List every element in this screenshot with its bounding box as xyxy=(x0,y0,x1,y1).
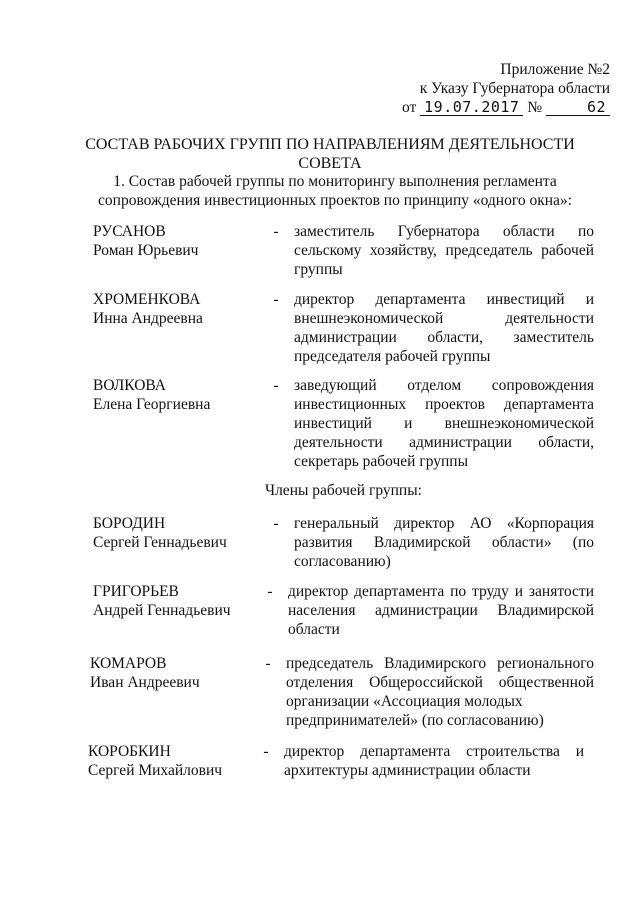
member-surname: РУСАНОВ xyxy=(93,223,166,240)
role-line: заведующий отделом сопровождения xyxy=(294,377,594,394)
role-line: сельскому хозяйству, председатель рабочей xyxy=(294,242,594,259)
role-line: архитектуры администрации области xyxy=(284,762,531,779)
role-line: председатель Владимирского регионального xyxy=(286,655,594,672)
role-line: секретарь рабочей группы xyxy=(294,453,469,470)
dash-separator: - xyxy=(273,223,279,240)
role-line: директор департамента строительства и xyxy=(284,743,584,760)
member-role xyxy=(294,376,594,471)
role-line: генеральный директор АО «Корпорация xyxy=(294,515,594,532)
document-title: СОСТАВ РАБОЧИХ ГРУПП ПО НАПРАВЛЕНИЯМ ДЕЯТЕЛЬНОСТИ СОВЕТА xyxy=(85,136,575,172)
appendix-date: 19.07.2017 xyxy=(420,100,523,116)
role-line: области xyxy=(288,621,340,638)
member-given-name: Елена Георгиевна xyxy=(93,396,211,413)
member-name xyxy=(88,742,263,780)
appendix-decree: к Указу Губернатора области xyxy=(419,80,610,97)
member-surname: ГРИГОРЬЕВ xyxy=(93,583,179,600)
member-surname: КОМАРОВ xyxy=(90,655,167,672)
role-line: населения администрации Владимирской xyxy=(288,602,594,619)
member-given-name: Андрей Геннадьевич xyxy=(93,602,231,619)
dash-separator: - xyxy=(265,655,271,672)
dash-separator: - xyxy=(273,377,279,394)
member-role xyxy=(294,290,594,366)
role-line: предпринимателей» (по согласованию) xyxy=(286,712,544,729)
member-role xyxy=(288,582,594,639)
member-name xyxy=(93,222,268,260)
member-name xyxy=(93,514,268,552)
appendix-date-line xyxy=(360,98,610,117)
role-line: председателя рабочей группы xyxy=(294,348,491,365)
member-surname: КОРОБКИН xyxy=(88,743,171,760)
member-role xyxy=(286,654,594,730)
role-line: группы xyxy=(294,261,343,278)
role-line: инвестиций и внешнеэкономической xyxy=(294,415,594,432)
document-subtitle: 1. Состав рабочей группы по мониторингу выполнения регламента сопровождения инвестиционных проектов по принципу «одного окна»: xyxy=(98,173,572,209)
dash-separator: - xyxy=(273,515,279,532)
dash-separator: - xyxy=(273,291,279,308)
member-given-name: Сергей Михайлович xyxy=(88,762,223,779)
member-given-name: Сергей Геннадьевич xyxy=(93,534,227,551)
members-heading: Члены рабочей группы: xyxy=(265,482,422,499)
member-surname: БОРОДИН xyxy=(93,515,166,532)
member-name xyxy=(90,654,265,692)
member-given-name: Инна Андреевна xyxy=(93,310,203,327)
role-line: директор департамента инвестиций и xyxy=(294,291,594,308)
appendix-block xyxy=(360,60,610,117)
member-role xyxy=(294,222,594,279)
role-line: директор департамента по труду и занятости xyxy=(288,583,594,600)
member-name xyxy=(93,290,268,328)
role-line: инвестиционных проектов департамента xyxy=(294,396,594,413)
member-surname: ХРОМЕНКОВА xyxy=(93,291,201,308)
role-line: согласованию) xyxy=(294,553,391,570)
role-line: организации «Ассоциация молодых xyxy=(286,693,523,710)
role-line: внешнеэкономической деятельности xyxy=(294,310,594,327)
appendix-number: 62 xyxy=(546,100,610,116)
member-surname: ВОЛКОВА xyxy=(93,377,166,394)
member-role xyxy=(284,742,584,780)
member-given-name: Роман Юрьевич xyxy=(93,242,199,259)
role-line: администрации области, заместитель xyxy=(294,329,594,346)
role-line: заместитель Губернатора области по xyxy=(294,223,594,240)
role-line: отделения Общероссийской общественной xyxy=(286,674,594,691)
role-line: деятельности администрации области, xyxy=(294,434,594,451)
appendix-number-label: № xyxy=(527,99,543,116)
appendix-title: Приложение №2 xyxy=(500,61,610,78)
role-line: развития Владимирской области» (по xyxy=(294,534,594,551)
member-given-name: Иван Андреевич xyxy=(90,674,200,691)
member-name xyxy=(93,582,268,620)
member-name xyxy=(93,376,268,414)
dash-separator: - xyxy=(267,583,273,600)
member-role xyxy=(294,514,594,571)
dash-separator: - xyxy=(263,743,269,760)
appendix-from-label: от xyxy=(401,99,417,116)
